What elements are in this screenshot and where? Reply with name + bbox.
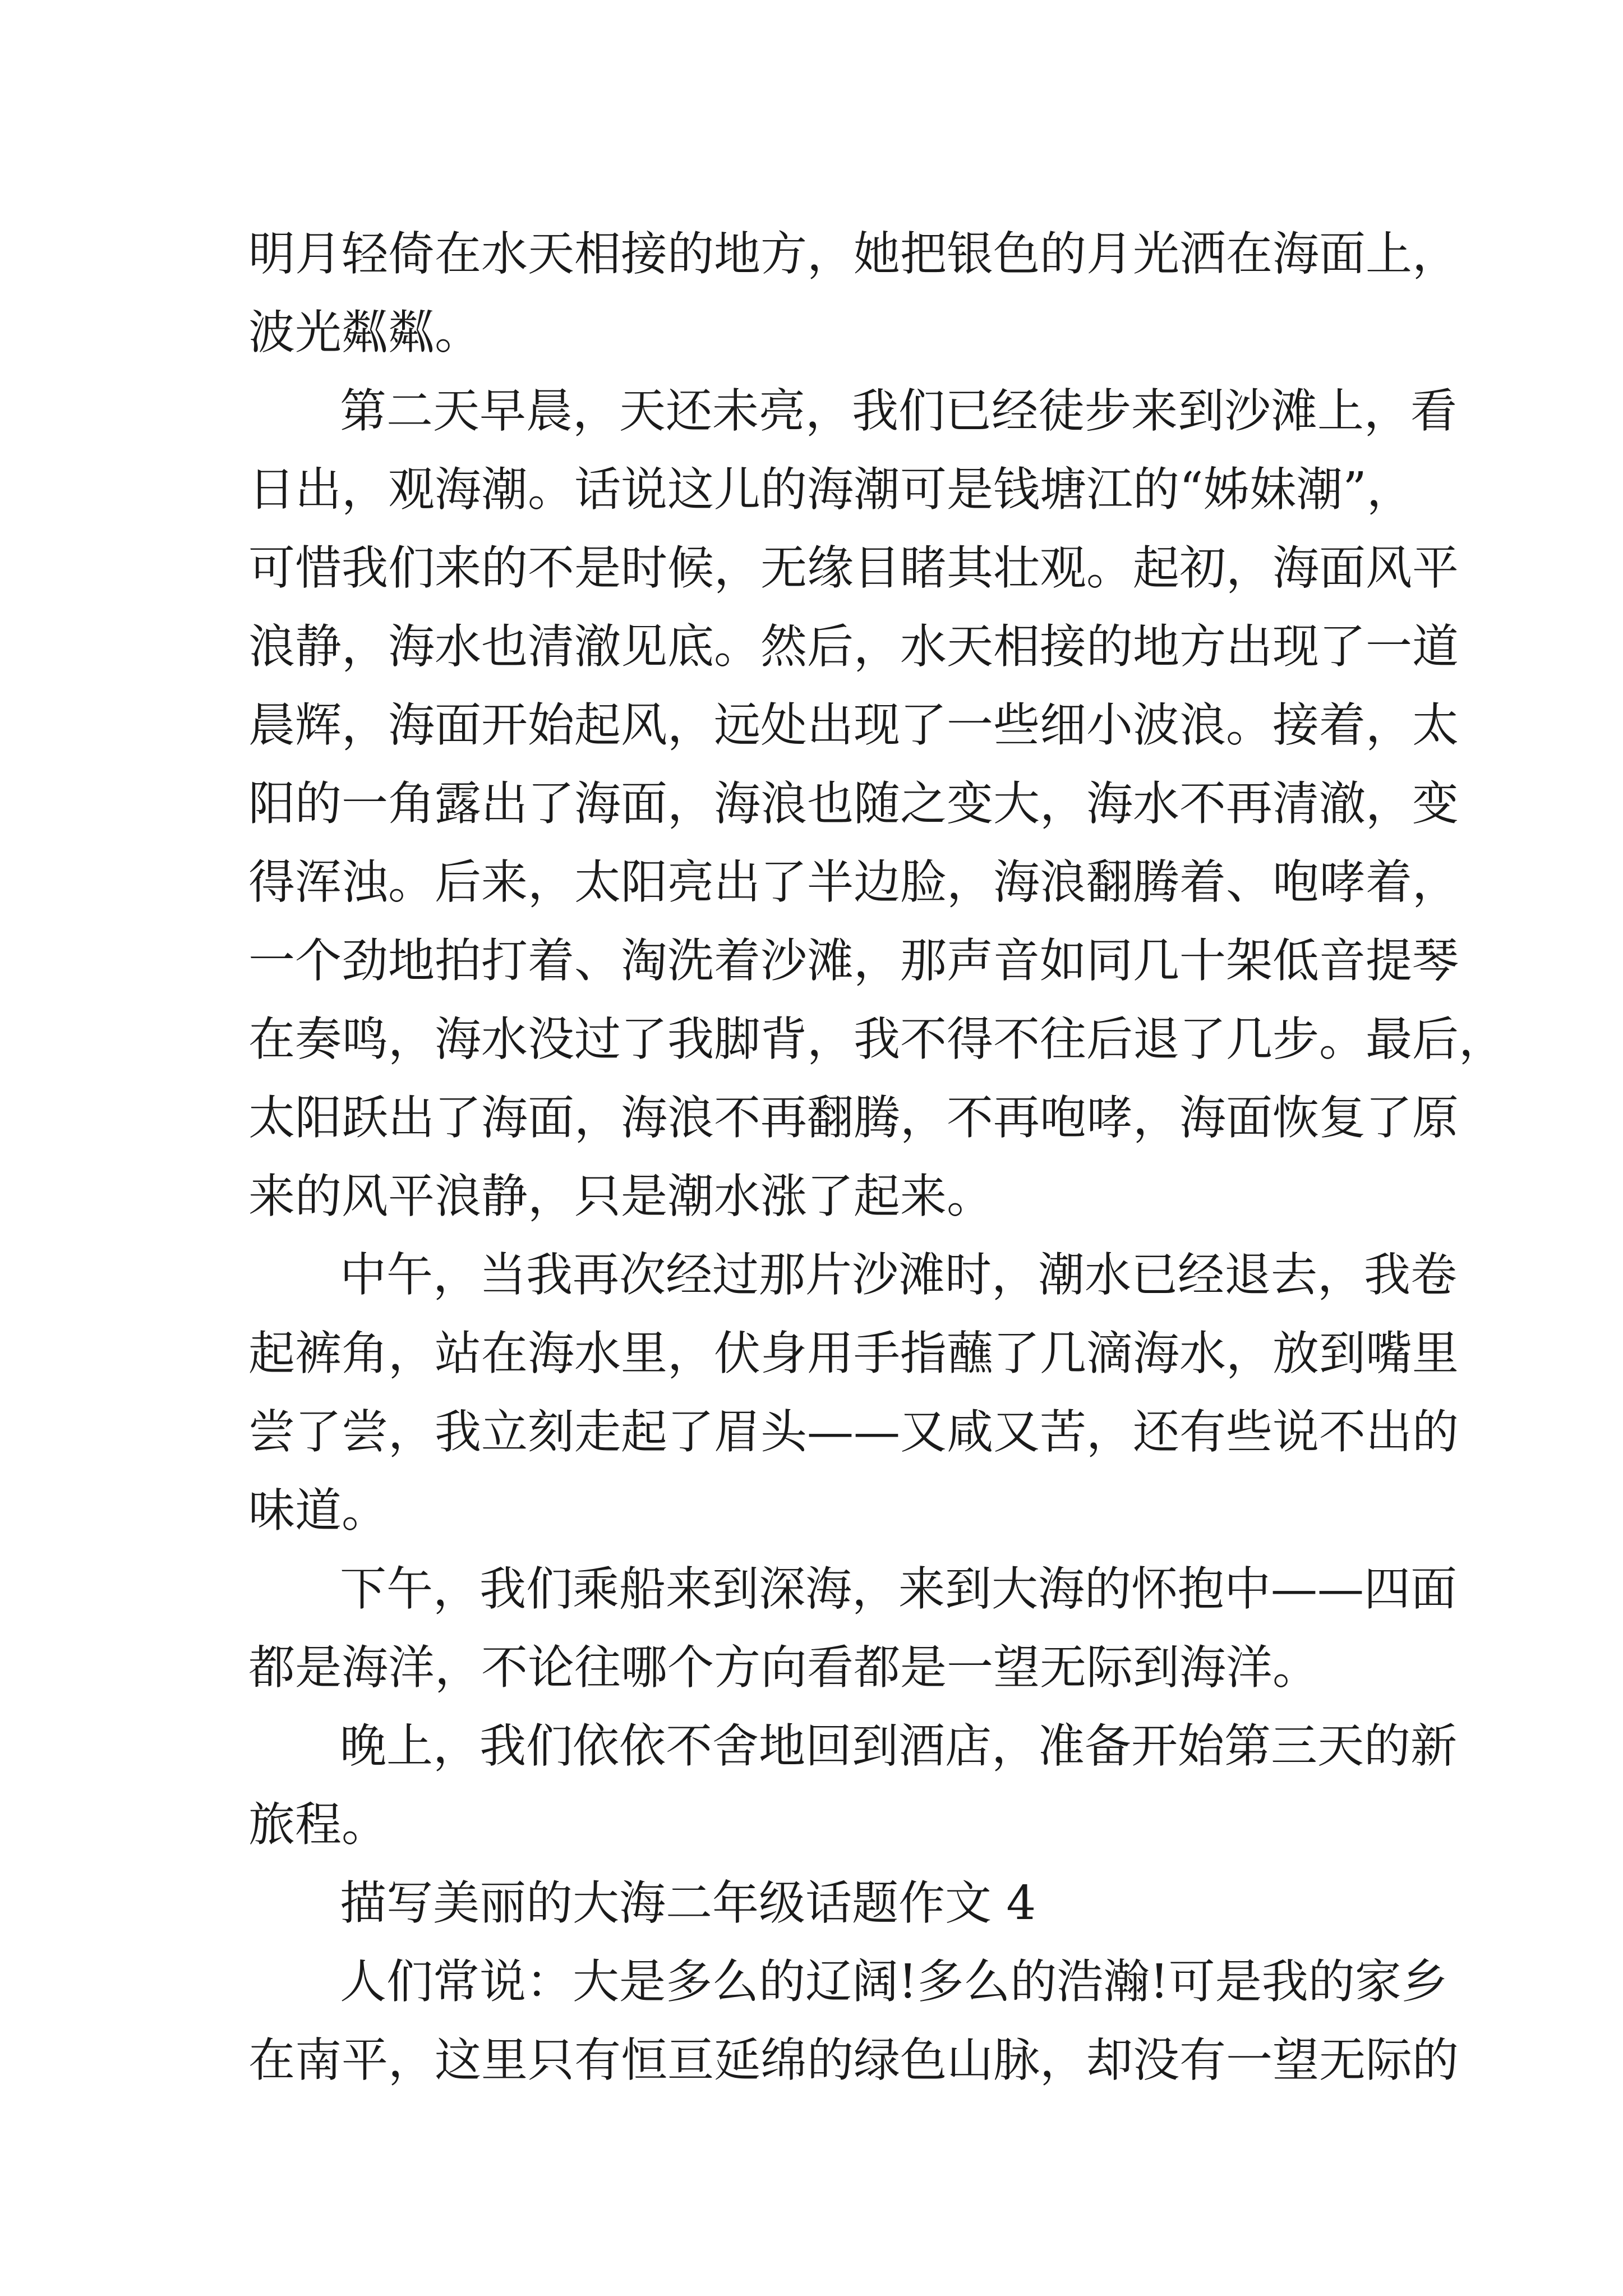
- section-heading: 描写美丽的大海二年级话题作文 4: [340, 1876, 1036, 1930]
- text-line: 晚上，我们依依不舍地回到酒店，准备开始第三天的新: [340, 1719, 1457, 1773]
- text-line: 下午，我们乘船来到深海，来到大海的怀抱中——四面: [340, 1562, 1457, 1616]
- text-line: 都是海洋，不论往哪个方向看都是一望无际到海洋。: [248, 1640, 1319, 1695]
- text-line: 一个劲地拍打着、淘洗着沙滩，那声音如同几十架低音提琴: [248, 933, 1459, 988]
- text-line: 日出，观海潮。话说这儿的海潮可是钱塘江的“姊妹潮”，: [248, 462, 1413, 517]
- text-line: 起裤角，站在海水里，伏身用手指蘸了几滴海水，放到嘴里: [248, 1326, 1459, 1381]
- text-line: 明月轻倚在水天相接的地方，她把银色的月光洒在海面上，: [248, 227, 1459, 281]
- text-line: 尝了尝，我立刻走起了眉头——又咸又苦，还有些说不出的: [248, 1405, 1459, 1459]
- text-line: 第二天早晨，天还未亮，我们已经徒步来到沙滩上，看: [340, 384, 1457, 438]
- text-line: 中午，当我再次经过那片沙滩时，潮水已经退去，我卷: [340, 1248, 1457, 1302]
- text-line: 人们常说：大是多么的辽阔!多么的浩瀚!可是我的家乡: [340, 1954, 1448, 2009]
- text-line: 可惜我们来的不是时候，无缘目睹其壮观。起初，海面风平: [248, 541, 1459, 595]
- text-line: 太阳跃出了海面，海浪不再翻腾，不再咆哮，海面恢复了原: [248, 1091, 1459, 1145]
- text-line: 波光粼粼。: [248, 305, 481, 360]
- text-line: 阳的一角露出了海面，海浪也随之变大，海水不再清澈，变: [248, 776, 1459, 831]
- text-line: 来的风平浪静，只是潮水涨了起来。: [248, 1169, 993, 1223]
- text-line: 在南平，这里只有恒亘延绵的绿色山脉，却没有一望无际的: [248, 2033, 1459, 2087]
- text-line: 味道。: [248, 1483, 388, 1538]
- text-line: 浪静，海水也清澈见底。然后，水天相接的地方出现了一道: [248, 619, 1459, 674]
- text-line: 得浑浊。后来，太阳亮出了半边脸，海浪翻腾着、咆哮着，: [248, 855, 1459, 909]
- text-line: 旅程。: [248, 1797, 388, 1852]
- text-line: 晨辉，海面开始起风，远处出现了一些细小波浪。接着，太: [248, 698, 1459, 752]
- text-line: 在奏鸣，海水没过了我脚背，我不得不往后退了几步。最后，: [248, 1012, 1505, 1066]
